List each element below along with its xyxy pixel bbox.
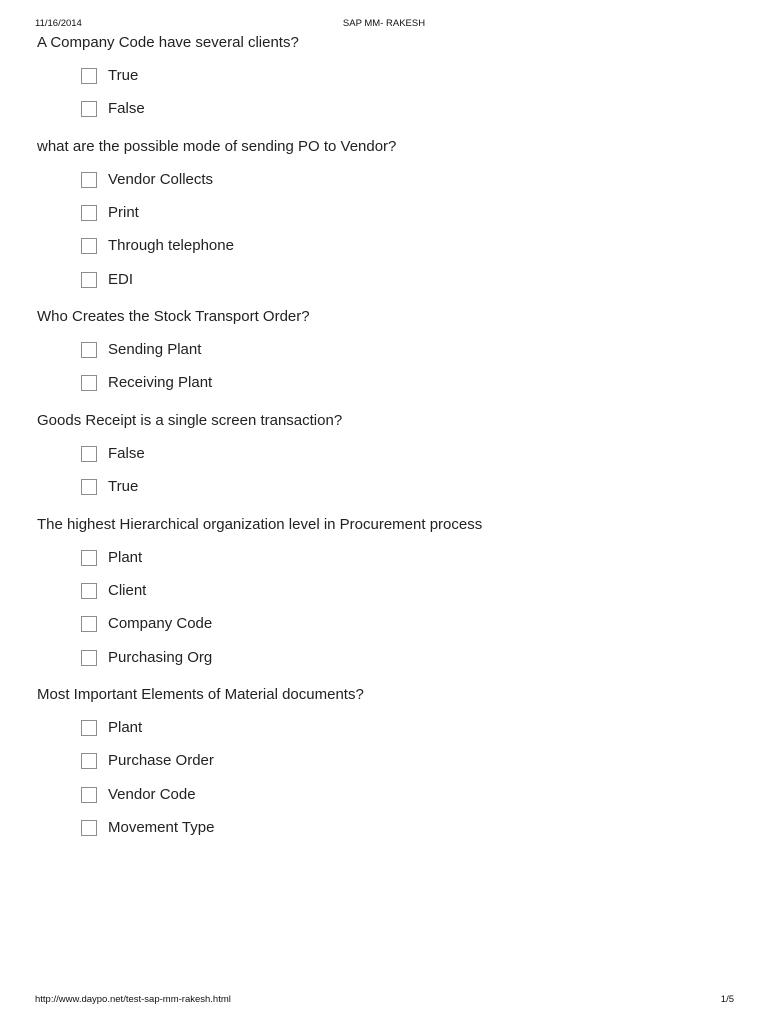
document-title: SAP MM- RAKESH — [342, 18, 426, 29]
question — [37, 138, 737, 290]
answer-label: False — [108, 100, 145, 118]
page-number: 1/5 — [720, 994, 734, 1005]
question-text: A Company Code have several clients? — [37, 34, 299, 51]
answer-checkbox[interactable] — [81, 68, 97, 84]
answer-checkbox[interactable] — [81, 205, 97, 221]
answer-label: Company Code — [108, 615, 213, 633]
answer-option[interactable] — [81, 444, 737, 464]
answer-label: True — [108, 478, 139, 496]
question-text: Who Creates the Stock Transport Order? — [37, 308, 310, 326]
answer-label: EDI — [108, 270, 134, 288]
answer-checkbox[interactable] — [81, 342, 97, 358]
answer-checkbox[interactable] — [81, 787, 97, 803]
answer-label: Purchasing Org — [108, 648, 213, 666]
answer-option[interactable] — [81, 751, 737, 771]
answer-option[interactable] — [81, 581, 737, 601]
answer-option[interactable] — [81, 648, 737, 668]
answer-option[interactable] — [81, 340, 737, 360]
question — [37, 34, 737, 119]
answer-checkbox[interactable] — [81, 375, 97, 391]
answer-checkbox[interactable] — [81, 238, 97, 254]
answer-checkbox[interactable] — [81, 753, 97, 769]
answer-checkbox[interactable] — [81, 479, 97, 495]
answer-checkbox[interactable] — [81, 446, 97, 462]
answer-label: False — [108, 444, 145, 462]
question — [37, 516, 737, 668]
answer-label: Movement Type — [108, 819, 215, 837]
answer-label: Print — [108, 204, 139, 222]
answer-option[interactable] — [81, 548, 737, 568]
question-text: Goods Receipt is a single screen transaction? — [37, 411, 343, 429]
answer-label: True — [108, 67, 139, 84]
quiz-list — [37, 34, 737, 857]
page-header — [0, 18, 768, 32]
page-footer — [0, 994, 768, 1008]
answer-checkbox[interactable] — [81, 272, 97, 288]
answer-label: Client — [108, 582, 147, 600]
answer-checkbox[interactable] — [81, 550, 97, 566]
answer-checkbox[interactable] — [81, 616, 97, 632]
question — [37, 412, 737, 497]
answer-checkbox[interactable] — [81, 101, 97, 117]
answer-checkbox[interactable] — [81, 720, 97, 736]
answer-option[interactable] — [81, 170, 737, 190]
answer-option[interactable] — [81, 818, 737, 838]
answer-option[interactable] — [81, 614, 737, 634]
print-date: 11/16/2014 — [35, 18, 82, 29]
answer-option[interactable] — [81, 203, 737, 223]
answer-label: Vendor Collects — [108, 170, 214, 188]
answer-option[interactable] — [81, 785, 737, 805]
answer-option[interactable] — [81, 718, 737, 738]
question — [37, 308, 737, 393]
answer-option[interactable] — [81, 373, 737, 393]
answer-label: Vendor Code — [108, 785, 196, 803]
answer-label: Through telephone — [108, 237, 234, 255]
answer-checkbox[interactable] — [81, 820, 97, 836]
answer-option[interactable] — [81, 99, 737, 119]
answer-option[interactable] — [81, 477, 737, 497]
answer-option[interactable] — [81, 236, 737, 256]
answer-label: Sending Plant — [108, 341, 202, 359]
answer-label: Purchase Order — [108, 752, 214, 770]
answer-label: Plant — [108, 719, 143, 737]
answer-label: Plant — [108, 548, 143, 566]
question-text: what are the possible mode of sending PO to Vendor? — [37, 137, 397, 155]
answer-label: Receiving Plant — [108, 374, 213, 392]
answer-checkbox[interactable] — [81, 172, 97, 188]
question — [37, 686, 737, 838]
answer-checkbox[interactable] — [81, 650, 97, 666]
question-text: Most Important Elements of Material documents? — [37, 686, 364, 704]
source-url: http://www.daypo.net/test-sap-mm-rakesh.html — [35, 994, 231, 1005]
answer-option[interactable] — [81, 66, 737, 86]
question-text: The highest Hierarchical organization level in Procurement process — [37, 515, 483, 533]
answer-checkbox[interactable] — [81, 583, 97, 599]
answer-option[interactable] — [81, 270, 737, 290]
